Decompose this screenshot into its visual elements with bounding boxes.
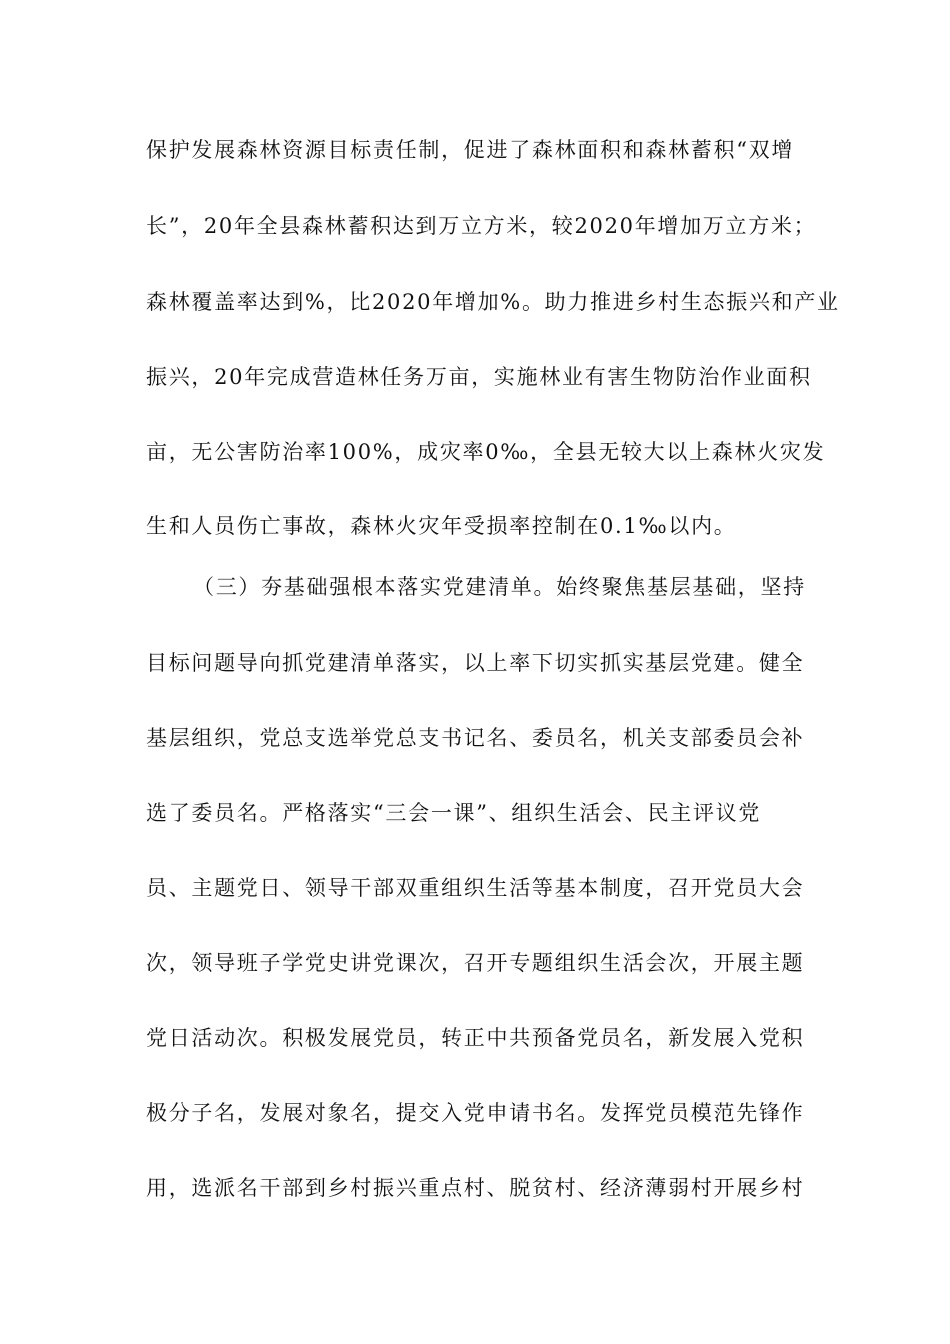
text-line-5: 亩，无公害防治率100%，成灾率0‰，全县无较大以上森林火灾发 [146, 440, 826, 464]
text-line-11: 员、主题党日、领导干部双重组织生活等基本制度，召开党员大会 [146, 876, 805, 900]
text-line-15: 用，选派名干部到乡村振兴重点村、脱贫村、经济薄弱村开展乡村 [146, 1176, 805, 1200]
text-line-3: 森林覆盖率达到%，比2020年增加%。助力推进乡村生态振兴和产业 [146, 290, 840, 314]
text-line-2: 长”，20年全县森林蓄积达到万立方米，较2020年增加万立方米； [146, 214, 817, 238]
text-line-9: 基层组织，党总支选举党总支书记名、委员名，机关支部委员会补 [146, 726, 805, 750]
text-line-6: 生和人员伤亡事故，森林火灾年受损率控制在0.1‰以内。 [146, 514, 737, 538]
text-line-8: 目标问题导向抓党建清单落实，以上率下切实抓实基层党建。健全 [146, 651, 805, 675]
text-line-10: 选了委员名。严格落实“三会一课”、组织生活会、民主评议党 [146, 801, 762, 825]
section-heading-line: （三）夯基础强根本落实党建清单。始终聚焦基层基础，坚持 [193, 575, 806, 599]
text-line-14: 极分子名，发展对象名，提交入党申请书名。发挥党员模范先锋作 [146, 1101, 805, 1125]
text-line-1: 保护发展森林资源目标责任制，促进了森林面积和森林蓄积“双增 [146, 138, 795, 162]
text-line-12: 次，领导班子学党史讲党课次，召开专题组织生活会次，开展主题 [146, 951, 805, 975]
text-line-4: 振兴，20年完成营造林任务万亩，实施林业有害生物防治作业面积 [146, 365, 812, 389]
text-line-13: 党日活动次。积极发展党员，转正中共预备党员名，新发展入党积 [146, 1026, 805, 1050]
